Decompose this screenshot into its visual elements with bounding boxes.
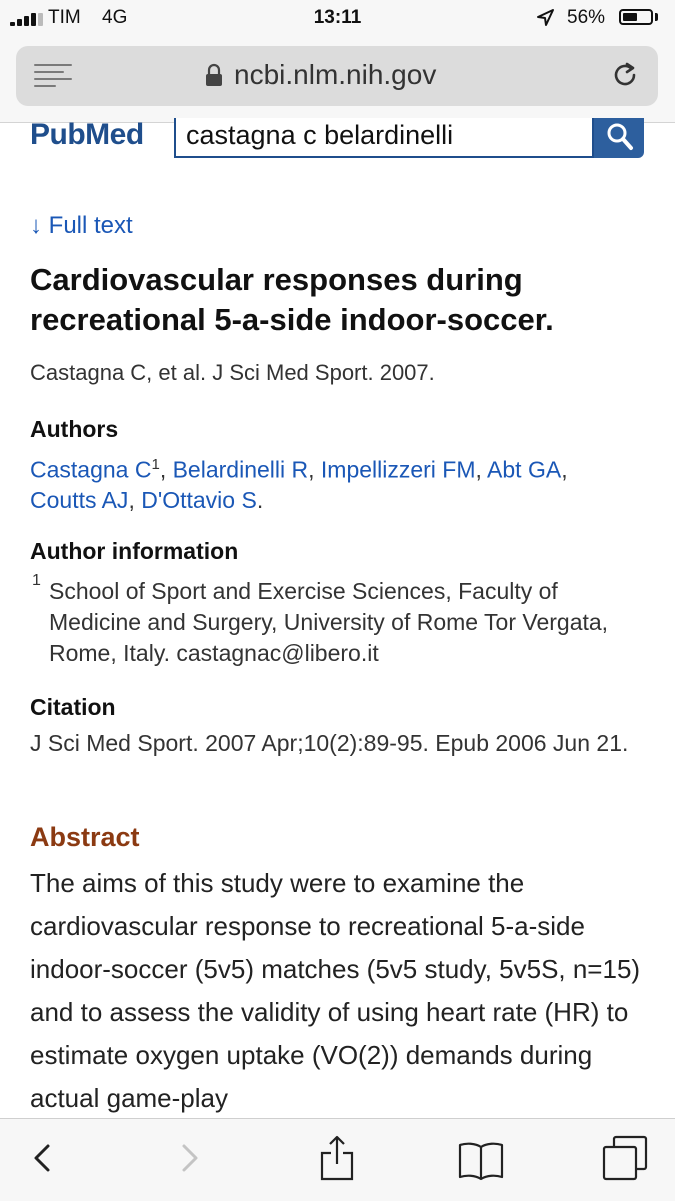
- abstract-heading: Abstract: [30, 822, 140, 852]
- share-icon: [312, 1133, 362, 1183]
- authors-list: Castagna $C^1$, Belardinelli R, Impellizzeri FM, Abt GA, Coutts AJ, D'Ottavio S.: [30, 456, 568, 513]
- abstract-text: The aims of this study were to examine the cardiovascular response to recreational 5-a-side indoor-soccer (5v5) matches (5v5 study, 5v5S, n=15) and to assess the validity of using heart rate (HR) to estimate oxygen uptake (VO(2)) demands during actual game-play: [30, 868, 641, 1113]
- author-link[interactable]: Belardinelli R: [172, 456, 309, 483]
- bookmarks-button[interactable]: [456, 1133, 506, 1183]
- forward-button[interactable]: [166, 1133, 216, 1183]
- search-button[interactable]: [594, 118, 644, 158]
- author-link[interactable]: Abt GA: [487, 456, 562, 483]
- affiliation-text: School of Sport and Exercise Sciences, Faculty of Medicine and Surgery, University of Rome Tor Vergata, Rome, Italy. castagnac@libero.it: [49, 578, 609, 666]
- author-link[interactable]: Impellizzeri FM: [320, 456, 476, 483]
- back-icon: [20, 1133, 70, 1183]
- affiliation-number: 1: [32, 572, 41, 589]
- address-bar[interactable]: [16, 46, 658, 106]
- pubmed-logo[interactable]: PubMed: [30, 118, 144, 151]
- carrier-name: TIM: [48, 7, 81, 28]
- reader-menu-icon[interactable]: [34, 63, 72, 89]
- lock-icon: [204, 63, 224, 87]
- bookmarks-icon: [456, 1133, 506, 1183]
- location-arrow-icon: [536, 8, 556, 28]
- author-link[interactable]: D'Ottavio S: [141, 486, 257, 513]
- network-type: 4G: [102, 7, 128, 28]
- search-box[interactable]: [174, 118, 594, 158]
- tabs-button[interactable]: [600, 1133, 650, 1183]
- author-link[interactable]: Coutts AJ: [30, 486, 129, 513]
- authors-end: .: [256, 486, 264, 513]
- tabs-icon: [600, 1133, 650, 1183]
- forward-icon: [166, 1133, 216, 1183]
- reload-icon[interactable]: [610, 60, 640, 90]
- search-icon: [606, 122, 634, 152]
- browser-chrome: [0, 0, 675, 123]
- author-link[interactable]: Castagna C: [30, 456, 152, 483]
- battery-icon: [619, 9, 653, 25]
- battery-tip: [655, 13, 658, 21]
- citation-text: J Sci Med Sport. 2007 Apr;10(2):89-95. Epub 2006 Jun 21.: [30, 730, 629, 756]
- browser-toolbar: [0, 1118, 675, 1201]
- author-information-heading[interactable]: Author information: [30, 538, 239, 564]
- citation-heading: Citation: [30, 694, 116, 720]
- article-title: Cardiovascular responses during recreational 5-a-side indoor-soccer.: [30, 262, 554, 337]
- battery-percent: 56%: [567, 7, 606, 28]
- search-input[interactable]: [186, 118, 586, 152]
- article-byline: Castagna C, et al. J Sci Med Sport. 2007.: [30, 360, 435, 385]
- author-affiliation-sup: 1: [151, 456, 160, 473]
- status-time: 13:11: [313, 7, 362, 28]
- url-text[interactable]: ncbi.nlm.nih.gov: [234, 59, 437, 90]
- authors-heading: Authors: [30, 416, 119, 442]
- share-button[interactable]: [312, 1133, 362, 1183]
- full-text-link[interactable]: ↓ Full text: [30, 212, 133, 239]
- back-button[interactable]: [20, 1133, 70, 1183]
- status-bar: [0, 0, 675, 38]
